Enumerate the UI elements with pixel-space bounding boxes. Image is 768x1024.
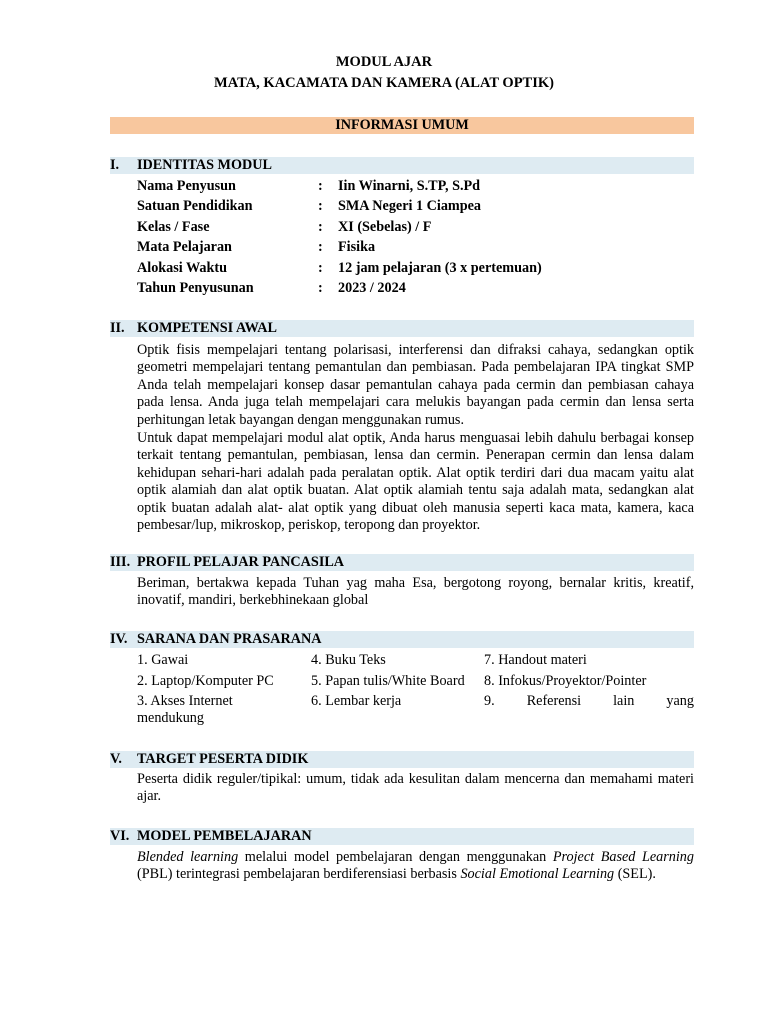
model-text: (PBL) terintegrasi pembelajaran berdiferensiasi berbasis [137,866,461,883]
id-label: Kelas / Fase [137,219,210,235]
id-label: Mata Pelajaran [137,239,232,255]
section-number: I. [110,157,120,173]
id-colon: : [318,219,323,235]
sarana-item: 6. Lembar kerja [311,693,402,709]
model-paragraph [137,849,694,884]
sarana-item: 2. Laptop/Komputer PC [137,673,274,689]
sarana-item: 4. Buku Teks [311,652,386,668]
model-text-italic: Social Emotional Learning [460,866,615,883]
id-label: Tahun Penyusunan [137,280,254,296]
section-title-target: TARGET PESERTA DIDIK [137,751,309,767]
sarana-item: 8. Infokus/Proyektor/Pointer [484,673,647,689]
id-value: SMA Negeri 1 Ciampea [338,198,482,214]
id-label: Alokasi Waktu [137,260,228,276]
section-number: V. [110,751,122,767]
section-title-model: MODEL PEMBELAJARAN [137,828,312,844]
id-colon: : [318,239,323,255]
model-text: melalui model pembelajaran dengan menggunakan [238,849,553,865]
section-number: II. [110,320,125,336]
model-text: (SEL). [614,866,656,883]
sarana-item: 3. Akses Internet mendukung [137,693,233,727]
section-number: III. [110,554,131,570]
profil-paragraph: Beriman, bertakwa kepada Tuhan yag maha Esa, bergotong royong, bernalar kritis, kreatif, inovatif, mandiri, berkebhinekaan global [137,575,694,609]
id-colon: : [318,198,323,214]
module-subtitle: MATA, KACAMATA DAN KAMERA (ALAT OPTIK) [214,75,554,91]
model-text-italic: Project Based Learning [552,849,694,865]
section-title-identitas: IDENTITAS MODUL [137,157,272,173]
general-info-heading: INFORMASI UMUM [110,117,694,134]
id-value: Fisika [338,239,376,255]
id-colon: : [318,178,323,194]
sarana-item: 9. Referensi lain yang [484,693,694,709]
section-title-sarana: SARANA DAN PRASARANA [137,631,322,647]
section-title-profil: PROFIL PELAJAR PANCASILA [137,554,345,570]
section-title-kompetensi: KOMPETENSI AWAL [137,320,277,336]
section-number: VI. [110,828,130,844]
id-value: XI (Sebelas) / F [338,219,432,235]
id-label: Satuan Pendidikan [137,198,253,214]
sarana-item: 1. Gawai [137,652,189,668]
id-value: 2023 / 2024 [338,280,406,296]
model-text-italic: Blended learning [137,849,239,865]
sarana-item: 5. Papan tulis/White Board [311,673,465,689]
sarana-item: 7. Handout materi [484,652,587,668]
id-value: 12 jam pelajaran (3 x pertemuan) [338,260,542,276]
id-label: Nama Penyusun [137,178,236,194]
kompetensi-paragraph-2: Untuk dapat mempelajari modul alat optik, Anda harus menguasai lebih dahulu berbagai konsep terkait tentang pemantulan, pembiasan, lensa dan cermin. Penerapan cermin dan lensa dalam kehidupan sehari-hari adalah pada peralatan optik. Alat optik terdiri dari dua macam yaitu alat optik alamiah dan alat optik buatan. Alat optik alamiah tentu saja adalah mata, sedangkan alat optik buatan adalah alat- alat optik yang dibuat oleh manusia seperti kaca mata, kamera, kaca pembesar/lup, mikroskop, periskop, teropong dan proyektor. [137,430,694,534]
section-number: IV. [110,631,128,647]
kompetensi-paragraph-1: Optik fisis mempelajari tentang polarisasi, interferensi dan difraksi cahaya, sedangkan optik geometri mempelajari tentang pemantulan dan pembiasan. Pada pembelajaran IPA tingkat SMP Anda telah mempelajari konsep dasar pemantulan cahaya pada cermin dan pembiasan cahaya pada lensa. Anda juga telah mempelajari cara melukis bayangan pada cermin dan lensa serta perhitungan letak bayangan dengan menggunakan rumus. [137,342,694,428]
module-title: MODUL AJAR [335,54,433,70]
id-value: Iin Winarni, S.TP, S.Pd [338,178,481,194]
id-colon: : [318,260,323,276]
id-colon: : [318,280,323,296]
target-paragraph: Peserta didik reguler/tipikal: umum, tidak ada kesulitan dalam mencerna dan memahami materi ajar. [137,771,694,805]
